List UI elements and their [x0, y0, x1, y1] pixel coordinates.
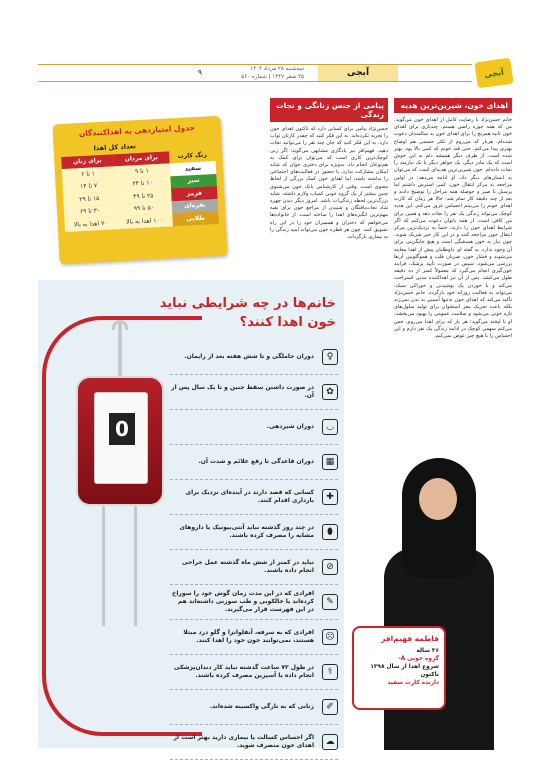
list-item [170, 690, 338, 725]
dentist-icon: ⚕ [322, 664, 338, 680]
breastfeeding-icon: ◡ [322, 419, 338, 435]
card-color-cell: طلایی [172, 211, 219, 226]
portrait-face [419, 478, 457, 520]
middle-column-title: پیامی از جنس زنانگی و نجات زندگی [270, 98, 388, 122]
card-color-cell: سفید [170, 161, 217, 176]
blood-bag-illustration [62, 320, 182, 630]
fatigue-icon: ☁ [322, 734, 338, 750]
donor-table-title: جدول امتیازدهی به اهداکنندگان [78, 123, 196, 139]
list-item [170, 410, 338, 445]
newspaper-page [38, 58, 512, 748]
list-item [170, 550, 338, 585]
list-item-text: نباید در کمتر از شش ماه گذشته عمل جراحی انجام داده باشند. [182, 559, 314, 574]
sick-person-icon: ☹ [322, 629, 338, 645]
list-item [170, 655, 338, 690]
miscarriage-icon: ✿ [322, 384, 338, 400]
right-column-title: اهدای خون، شیرین‌ترین هدیه [394, 98, 512, 113]
donor-portrait [352, 450, 512, 750]
table-header-women: برای زنان [61, 154, 113, 169]
blood-donation-panel [38, 280, 344, 748]
pill-icon: ⬮ [322, 524, 338, 540]
list-item-text: افرادی که در این مدت زمان گوش خود را سوراخ کرده‌اند یا خالکوبی و طب سوزنی داشته‌اند هم در این فهرست قرار می‌گیرند. [172, 590, 314, 613]
bag-line-right [134, 506, 137, 626]
list-item-text: دوران حاملگی و تا شش هفته بعد از زایمان. [184, 353, 314, 360]
vaccine-icon: ✐ [322, 699, 338, 715]
list-item-text: دوران قاعدگی تا رفع علائم و شدت آن. [198, 458, 314, 465]
blood-bag-icon [76, 376, 164, 506]
bag-label [94, 392, 148, 484]
bag-line-left [102, 506, 105, 626]
page-number: ۹ [197, 68, 202, 77]
list-item [170, 725, 338, 760]
article-right-column [394, 98, 512, 340]
list-item [170, 620, 338, 655]
magazine-logo: آبجی [474, 58, 513, 89]
calendar-icon: ▦ [322, 454, 338, 470]
women-count-cell: ۷ تا ۱۴ [62, 179, 114, 194]
page-header [38, 58, 512, 88]
donor-name: فاطمه فهیم‌افر [381, 634, 439, 643]
table-header-men: برای مردان [113, 151, 170, 166]
middle-column-body: حسن‌نژاد پیامی برای کسانی دارد که تاکنون اهدای خون را تجربه نکرده‌اند. به این فکر کنید که چقدر کارتان ثواب دارد. به این فکر کنید که جان چند نفر را می‌توانید نجات دهید. فهیم‌افر نیز یادگاری مشابهی می‌گوید: اگر زنی کوچک‌ترین کاری است که می‌توان برای کمک به هم‌نوعان انجام داد. به‌ویژه برای دختری جوان که شاید امکان مشارکت ندارد، یا حضور در فعالیت‌های اجتماعی را نداشته باشد، اما اهدای خون کمک بزرگی از لحاظ معنوی است. وقتی از کارشناس بانک خون می‌شنوی چنین بیشتر از یک گروه خونی کمیاب ولازم داشته، شاید بزرگ‌ترین لحظه زندگی‌ات باشد. امروز دیگر دیدن چهره شاد نجات‌یافتگان و شنیدن از مراجع خون برای بقیه مهم‌ترین انگیزه‌های اهدا را ساخته است. از خانواده‌ها می‌خواهم که دختران و همسران خود را در این راه تشویق کنند. چون هر قطره خون می‌تواند امید زندگی را به بیماری بازگرداند. [270, 126, 388, 241]
tattoo-icon: ✎ [322, 594, 338, 610]
list-item-text: اگر احساس کسالت یا بیماری دارید بهتر است از اهدای خون منصرف شوید. [173, 734, 314, 749]
donor-score-table [60, 136, 218, 231]
issue-date: سه‌شنبه ۲۸ مرداد ۱۴۰۴ ۲۵ صفر ۱۴۴۷ | شماره ۵۶۰ [241, 66, 304, 80]
list-item [170, 515, 338, 550]
list-item [170, 480, 338, 515]
list-item-text: دوران شیردهی. [266, 423, 314, 430]
pregnant-icon: ♀ [322, 349, 338, 365]
table-body [62, 161, 219, 231]
donor-start-year: شروع اهدا از سال ۱۳۹۸ تاکنون [370, 664, 439, 678]
women-count-cell: ۱۵ تا ۲۹ [63, 191, 115, 206]
no-surgery-icon: ⊘ [322, 559, 338, 575]
section-name: آبجی [318, 65, 398, 81]
donor-bio-box [352, 626, 446, 710]
list-item-text: افرادی که به سرفه، آنفلوانزا و گلو درد مبتلا هستند، نمی‌توانند خون خود را اهدا کنند. [183, 629, 314, 644]
donor-blood-group: گروه خونی A- [398, 656, 439, 662]
list-item-text: در طول ۷۲ ساعت گذشته نباید کار دندان‌پزشکی انجام داده یا آسپرین مصرف کرده باشند. [174, 664, 314, 679]
list-item-text: کسانی که قصد دارند در آینده‌ای نزدیک برای بارداری اقدام کنند. [185, 489, 314, 504]
panel-title: خانم‌ها در چه شرایطی نباید خون اهدا کنند؟ [159, 296, 336, 330]
men-count-cell: ۵۰ تا ۹۹ [116, 201, 173, 216]
men-count-cell: ۲۵ تا ۴۹ [115, 188, 172, 203]
women-count-cell: ۱ تا ۶ [62, 166, 114, 181]
list-item-text: زنانی که به تازگی واکسینه شده‌اند. [209, 703, 314, 710]
donor-card-level: دارنده کارت سفید [387, 680, 439, 686]
donor-score-table-card [52, 116, 227, 265]
list-item [170, 375, 338, 410]
card-color-cell: قرمز [171, 186, 218, 201]
list-item-text: در چند روز گذشته نباید آنتی‌بیوتیک یا داروهای مشابه را مصرف کرده باشند. [179, 524, 314, 539]
men-count-cell: ۱۰ تا ۲۴ [114, 176, 171, 191]
blood-type-label: 0 [109, 413, 135, 445]
list-item-text: در صورت داشتن سقط جنین و تا یک سال پس از آن. [171, 384, 314, 399]
women-count-cell: ۷۰ اهدا به بالا [64, 216, 116, 231]
table-super-header: تعداد کل اهدا [93, 142, 137, 153]
table-header-card-color: رنگ کارت [177, 151, 208, 161]
right-column-body: خانم حسن‌نژاد با رضایت کامل از اهدای خون می‌گوید: من که همه جوره راضی هستم. چندباری برای اهدای خون ثانیه همرنج را برای اهدای خون به سالمندان دعوت شده‌ام. هربار که می‌روم از تکثر جسمی هم اوضاع بهتری پیدا می‌کنم. حتی قند خونم که کمی بالا بود، بهتر شده است. از طرف دیگر همیشه دلم به این خوش است که یک مادر دیگر، یک خواهر دیگر یا یک نیازمند را نجات داده‌ام. خون شیرین‌ترین هدیه‌ای است که می‌توان به انسان‌های دیگر داد. او ادامه می‌دهد: در اولین مراجعه به مرکز انتقال خون، کمی استرس داشتم اما پرسنل با صبر و حوصله همه مراحل را توضیح دادند و بعد از چند دقیقه کار تمام شد. حالا هر زمان که کارت اهدای خونم را می‌بینم احساس غرور می‌کنم. این هدیه کوچک می‌تواند زندگی یک نفر را نجات دهد و همین برای من کافی است. از همه بانوان دعوت می‌کنم که اگر شرایط اهدای خون را دارند، حتماً به نزدیک‌ترین مرکز انتقال خون مراجعه کنند و در این کار خیر شریک شوند. چون نیاز به خون همیشگی است و هیچ جایگزینی برای آن وجود ندارد. به گفته او، داوطلبان پیش از اهدا معاینه می‌شوند و فشار خون، ضربان قلب و هموگلوبین آن‌ها بررسی می‌شود. سپس در صورت تأیید پزشک، فرایند خون‌گیری انجام می‌گیرد که معمولاً کمتر از ده دقیقه طول می‌کشد. پس از آن نیز اهداکننده مدتی استراحت می‌کند و با خوردن یک نوشیدنی و خوراکی سبک، می‌تواند به فعالیت روزانه خود بازگردد. خانم حسن‌نژاد تأکید می‌کند که اهدای خون نه‌تنها آسیبی به بدن نمی‌زند بلکه باعث تحریک مغز استخوان برای تولید سلول‌های تازه خونی می‌شود و سلامت عمومی را بهبود می‌بخشد. او با لبخند می‌گوید: هر بار که برای اهدا می‌روم، حس می‌کنم سهمی کوچک در ادامه زندگی یک نفر دارم و این احساس را با هیچ چیز عوض نمی‌کنم. [394, 117, 512, 340]
article-middle-column [270, 98, 388, 241]
bag-tube [118, 320, 122, 376]
men-count-cell: ۱ تا ۹ [114, 163, 171, 178]
list-item [170, 585, 338, 620]
hospital-icon: ✚ [322, 489, 338, 505]
card-color-cell: سبز [170, 173, 217, 188]
card-color-cell: نقره‌ای [172, 198, 219, 213]
women-count-cell: ۳۰ تا ۶۹ [64, 204, 116, 219]
men-count-cell: ۱۰۰ اهدا به بالا [116, 213, 173, 228]
list-item [170, 445, 338, 480]
donor-age: ۳۶ ساله [416, 648, 439, 654]
list-item [170, 340, 338, 375]
header-bar [38, 64, 472, 82]
conditions-list [170, 340, 338, 760]
